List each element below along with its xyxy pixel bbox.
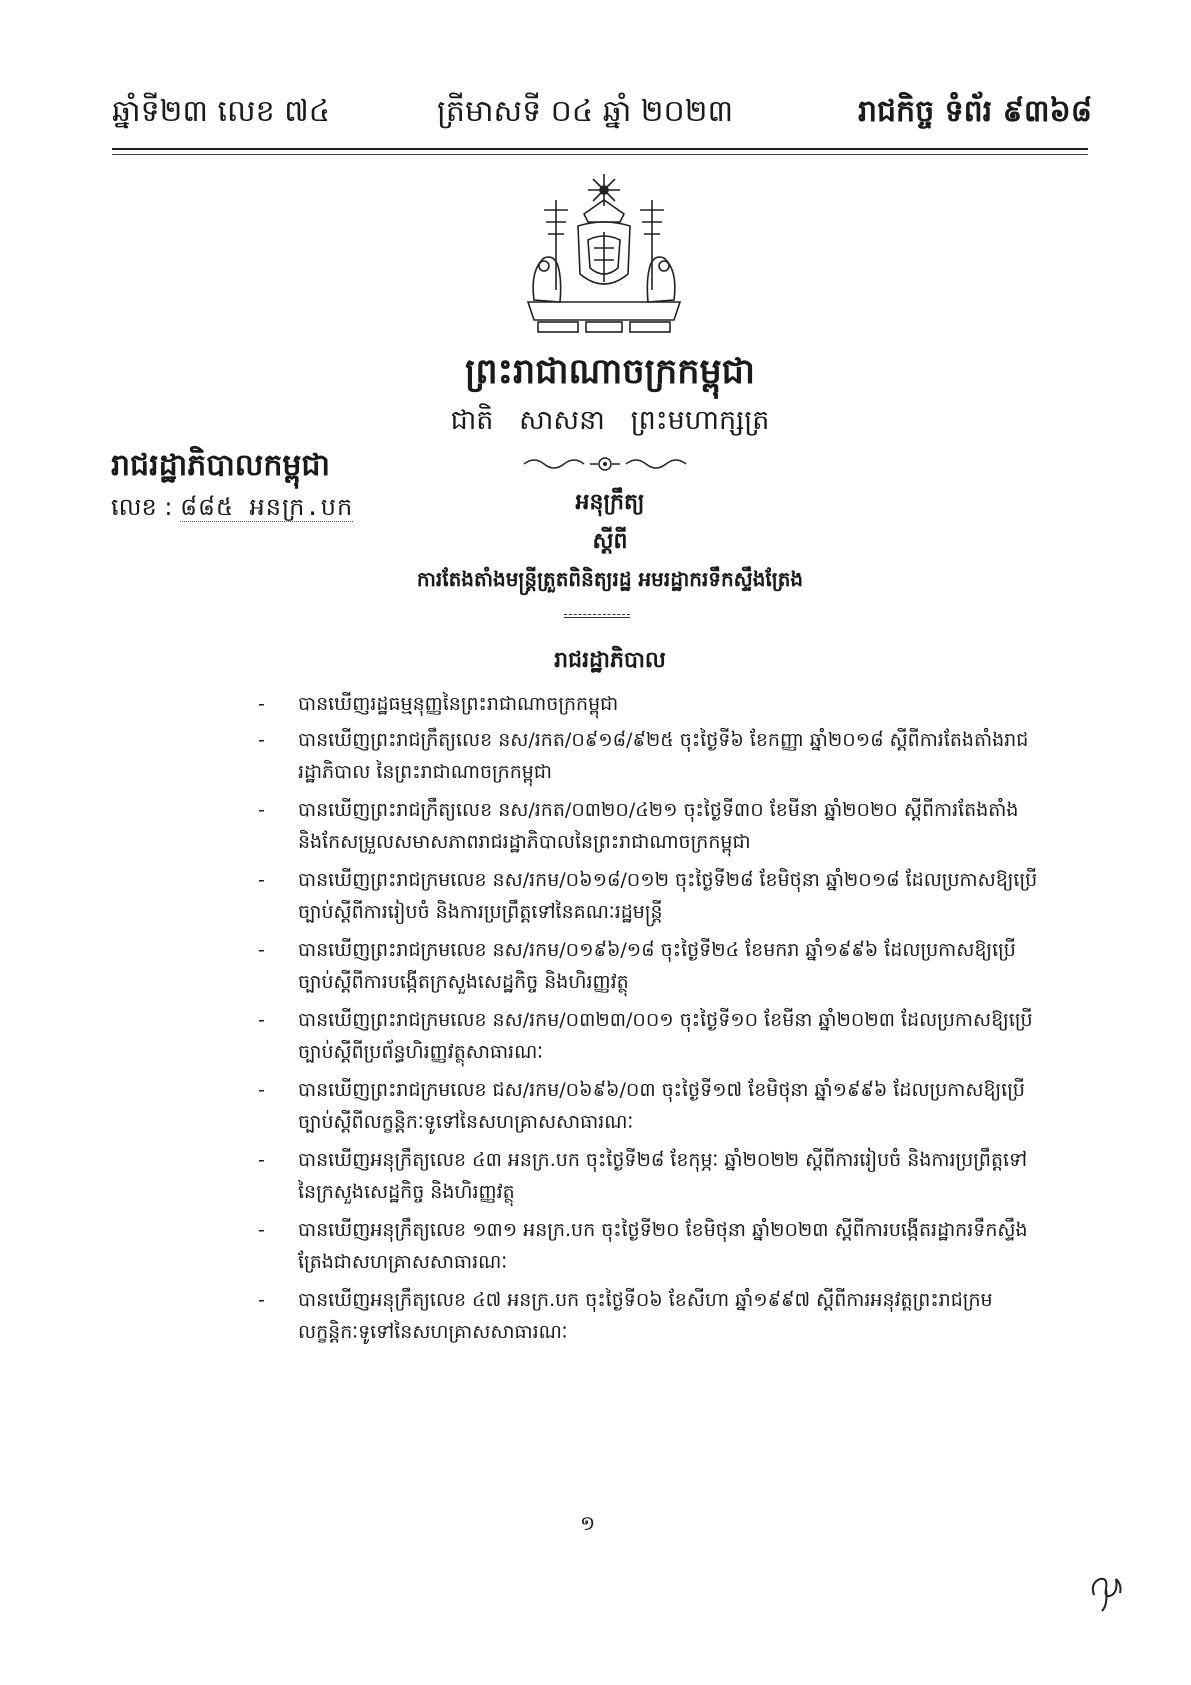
title-divider xyxy=(564,614,630,618)
reference-prefix: លេខ : xyxy=(111,493,173,521)
recital-text: បានឃើញព្រះរាជក្រមលេខ នស/រកម/០១៩៦/១៨ ចុះថ្ងៃទី២៤ ខែមករា ឆ្នាំ១៩៩៦ ដែលប្រកាសឱ្យប្រើច្បាប់ស្ដីពីការបង្កើតក្រសួងសេដ្ឋកិច្ច និងហិរញ្ញវត្ថុ xyxy=(298,939,1016,993)
recital-text: បានឃើញព្រះរាជក្រឹត្យលេខ នស/រកត/០៩១៨/៩២៥ ចុះថ្ងៃទី៦ ខែកញ្ញា ឆ្នាំ២០១៨ ស្ដីពីការតែងតាំងរាជរដ្ឋាភិបាល នៃព្រះរាជាណាចក្រកម្ពុជា xyxy=(298,729,1029,783)
issuer-heading: រាជរដ្ឋាភិបាល xyxy=(554,648,666,673)
recital-text: បានឃើញអនុក្រឹត្យលេខ ៤៣ អនក្រ.បក ចុះថ្ងៃទី២៨ ខែកុម្ភៈ ឆ្នាំ២០២២ ស្ដីពីការរៀបចំ និងការប្រព្រឹត្តទៅនៃក្រសួងសេដ្ឋកិច្ច និងហិរញ្ញវត្ថុ xyxy=(298,1149,1028,1203)
government-label: រាជរដ្ឋាភិបាលកម្ពុជា xyxy=(111,448,330,483)
recital-text: បានឃើញព្រះរាជក្រឹត្យលេខ នស/រកត/០៣២០/៤២១ ចុះថ្ងៃទី៣០ ខែមីនា ឆ្នាំ២០២០ ស្ដីពីការតែងតាំងនិងកែសម្រួលសមាសភាពរាជរដ្ឋាភិបាលនៃព្រះរាជាណាចក្រកម្ពុជា xyxy=(298,799,1019,853)
page-number: ១ xyxy=(580,1511,596,1535)
recital-item: - បានឃើញព្រះរាជក្រឹត្យលេខ នស/រកត/០៣២០/៤២១ ចុះថ្ងៃទី៣០ ខែមីនា ឆ្នាំ២០២០ ស្ដីពីការតែងតាំងនិងកែសម្រួលសមាសភាពរាជរដ្ឋាភិបាលនៃព្រះរាជាណាចក្រកម្ពុជា xyxy=(258,799,1019,853)
royal-coat-of-arms-icon xyxy=(514,170,694,338)
document-type: អនុក្រឹត្យ xyxy=(575,490,645,515)
document-title: ការតែងតាំងមន្ត្រីត្រួតពិនិត្យរដ្ឋ អមរដ្ឋាករទឹកស្ទឹងត្រែង xyxy=(416,567,804,591)
national-motto: ជាតិ សាសនា ព្រះមហាក្សត្រ xyxy=(450,405,770,436)
about-label: ស្ដីពី xyxy=(592,529,628,554)
recital-text: បានឃើញអនុក្រឹត្យលេខ ៤៧ អនក្រ.បក ចុះថ្ងៃទី០៦ ខែសីហា ឆ្នាំ១៩៩៧ ស្ដីពីការអនុវត្តព្រះរាជក្រមលក្ខន្តិកៈទូទៅនៃសហគ្រាសសាធារណៈ xyxy=(298,1289,993,1343)
recital-item: - បានឃើញព្រះរាជក្រមលេខ ជស/រកម/០៦៩៦/០៣ ចុះថ្ងៃទី១៧ ខែមិថុនា ឆ្នាំ១៩៩៦ ដែលប្រកាសឱ្យប្រើច្បាប់ស្ដីពីលក្ខន្តិកៈទូទៅនៃសហគ្រាសសាធារណៈ xyxy=(258,1079,1025,1133)
decorative-divider-icon xyxy=(520,452,690,476)
recital-item: - បានឃើញអនុក្រឹត្យលេខ ៤៧ អនក្រ.បក ចុះថ្ងៃទី០៦ ខែសីហា ឆ្នាំ១៩៩៧ ស្ដីពីការអនុវត្តព្រះរាជក្រមលក្ខន្តិកៈទូទៅនៃសហគ្រាសសាធារណៈ xyxy=(258,1289,993,1343)
reference-value: ៨៨៥ អនក្រ.បក xyxy=(180,493,354,521)
recital-item: - បានឃើញរដ្ឋធម្មនុញ្ញនៃព្រះរាជាណាចក្រកម្ពុជា xyxy=(258,693,619,715)
header-rule xyxy=(112,148,1088,150)
recital-item: - បានឃើញអនុក្រឹត្យលេខ ១៣១ អនក្រ.បក ចុះថ្ងៃទី២០ ខែមិថុនា ឆ្នាំ២០២៣ ស្ដីពីការបង្កើតរដ្ឋាករទឹកស្ទឹងត្រែងជាសហគ្រាសសាធារណៈ xyxy=(258,1219,1028,1273)
recital-text: បានឃើញព្រះរាជក្រមលេខ នស/រកម/០៦១៨/០១២ ចុះថ្ងៃទី២៨ ខែមិថុនា ឆ្នាំ២០១៨ ដែលប្រកាសឱ្យប្រើច្បាប់ស្ដីពីការរៀបចំ និងការប្រព្រឹត្តទៅនៃគណៈរដ្ឋមន្ត្រី xyxy=(298,869,1038,923)
gazette-date: ត្រីមាសទី ០៤ ឆ្នាំ ២០២៣ xyxy=(437,94,734,129)
recital-item: - បានឃើញអនុក្រឹត្យលេខ ៤៣ អនក្រ.បក ចុះថ្ងៃទី២៨ ខែកុម្ភៈ ឆ្នាំ២០២២ ស្ដីពីការរៀបចំ និងការប្រព្រឹត្តទៅនៃក្រសួងសេដ្ឋកិច្ច និងហិរញ្ញវត្ថុ xyxy=(258,1149,1028,1203)
recital-text: បានឃើញរដ្ឋធម្មនុញ្ញនៃព្រះរាជាណាចក្រកម្ពុជា xyxy=(298,693,619,715)
recitals-list xyxy=(258,688,1038,1354)
kingdom-title: ព្រះរាជាណាចក្រកម្ពុជា xyxy=(464,351,755,392)
recital-text: បានឃើញអនុក្រឹត្យលេខ ១៣១ អនក្រ.បក ចុះថ្ងៃទី២០ ខែមិថុនា ឆ្នាំ២០២៣ ស្ដីពីការបង្កើតរដ្ឋាករទឹកស្ទឹងត្រែងជាសហគ្រាសសាធារណៈ xyxy=(298,1219,1028,1273)
recital-item: - បានឃើញព្រះរាជក្រមលេខ នស/រកម/០៣២៣/០០១ ចុះថ្ងៃទី១០ ខែមីនា ឆ្នាំ២០២៣ ដែលប្រកាសឱ្យប្រើច្បាប់ស្ដីពីប្រព័ន្ធហិរញ្ញវត្ថុសាធារណៈ xyxy=(258,1009,1033,1063)
handwritten-initial-icon xyxy=(1086,1565,1126,1613)
gazette-header xyxy=(112,92,1092,142)
recital-text: បានឃើញព្រះរាជក្រមលេខ នស/រកម/០៣២៣/០០១ ចុះថ្ងៃទី១០ ខែមីនា ឆ្នាំ២០២៣ ដែលប្រកាសឱ្យប្រើច្បាប់ស្ដីពីប្រព័ន្ធហិរញ្ញវត្ថុសាធារណៈ xyxy=(298,1009,1033,1063)
recital-item: - បានឃើញព្រះរាជក្រមលេខ នស/រកម/០៦១៨/០១២ ចុះថ្ងៃទី២៨ ខែមិថុនា ឆ្នាំ២០១៨ ដែលប្រកាសឱ្យប្រើច្បាប់ស្ដីពីការរៀបចំ និងការប្រព្រឹត្តទៅនៃគណៈរដ្ឋមន្ត្រី xyxy=(258,869,1038,923)
recital-item: - បានឃើញព្រះរាជក្រមលេខ នស/រកម/០១៩៦/១៨ ចុះថ្ងៃទី២៤ ខែមករា ឆ្នាំ១៩៩៦ ដែលប្រកាសឱ្យប្រើច្បាប់ស្ដីពីការបង្កើតក្រសួងសេដ្ឋកិច្ច និងហិរញ្ញវត្ថុ xyxy=(258,939,1016,993)
header-rule-thin xyxy=(112,154,1088,155)
gazette-page-ref: រាជកិច្ច ទំព័រ ៩៣៦៨ xyxy=(857,94,1092,129)
recital-text: បានឃើញព្រះរាជក្រមលេខ ជស/រកម/០៦៩៦/០៣ ចុះថ្ងៃទី១៧ ខែមិថុនា ឆ្នាំ១៩៩៦ ដែលប្រកាសឱ្យប្រើច្បាប់ស្ដីពីលក្ខន្តិកៈទូទៅនៃសហគ្រាសសាធារណៈ xyxy=(298,1079,1025,1133)
gazette-year-issue: ឆ្នាំទី២៣ លេខ ៧៤ xyxy=(112,94,330,129)
recital-item: - បានឃើញព្រះរាជក្រឹត្យលេខ នស/រកត/០៩១៨/៩២៥ ចុះថ្ងៃទី៦ ខែកញ្ញា ឆ្នាំ២០១៨ ស្ដីពីការតែងតាំងរាជរដ្ឋាភិបាល នៃព្រះរាជាណាចក្រកម្ពុជា xyxy=(258,729,1029,783)
reference-number xyxy=(111,492,353,527)
